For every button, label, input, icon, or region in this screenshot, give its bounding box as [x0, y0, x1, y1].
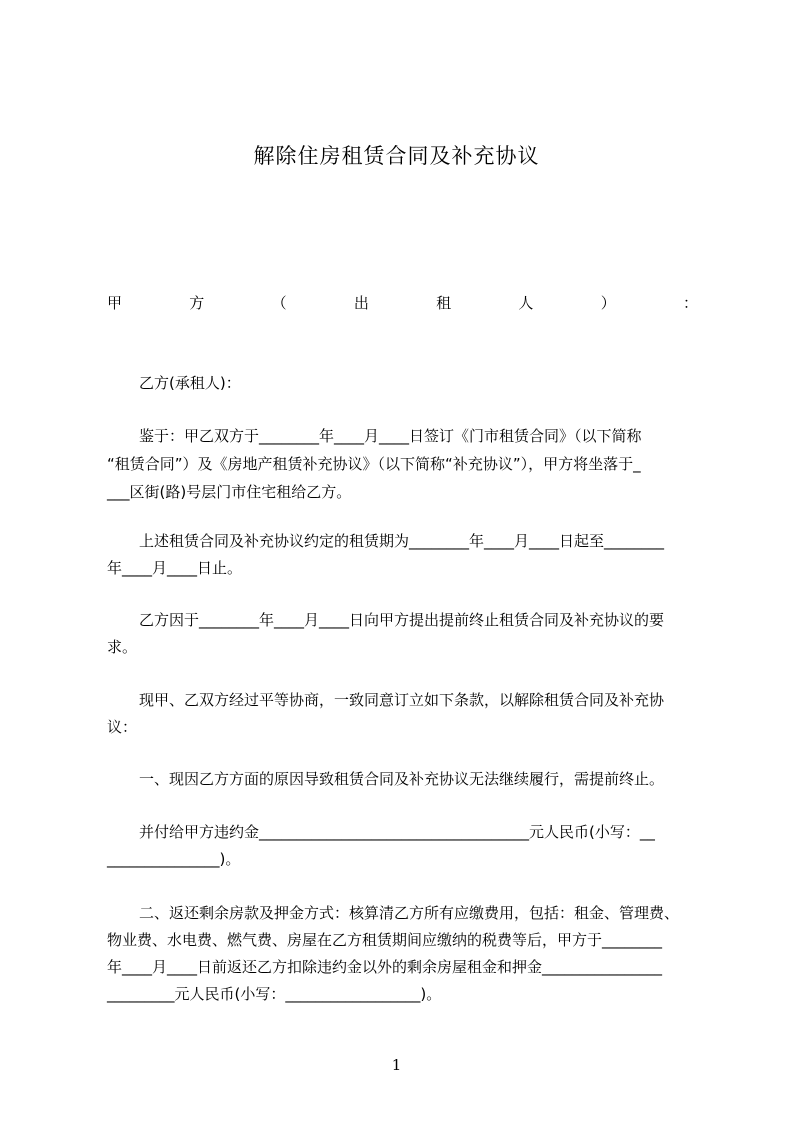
- party-a-char: 甲: [107, 294, 123, 312]
- termination-request-line: 乙方因于________年____月____日向甲方提出提前终止租赁合同及补充协议的要: [139, 611, 665, 629]
- clause-two-line: _________元人民币(小写：__________________)。: [107, 985, 442, 1003]
- clause-two-line: 二、返还剩余房款及押金方式：核算清乙方所有应缴费用，包括：租金、管理费、: [139, 904, 680, 922]
- document-title: 解除住房租赁合同及补充协议: [253, 144, 540, 168]
- recital-line: “租赁合同”）及《房地产租赁补充协议》（以下简称“补充协议”），甲方将坐落于_: [107, 455, 641, 473]
- recital-line: ___区街(路)号层门市住宅租给乙方。: [107, 483, 352, 501]
- clause-one: 一、现因乙方方面的原因导致租赁合同及补充协议无法继续履行，需提前终止。: [139, 770, 665, 788]
- party-a-char: 方: [189, 294, 205, 312]
- clause-two-line: 物业费、水电费、燃气费、房屋在乙方租赁期间应缴纳的税费等后，甲方于________: [107, 931, 663, 949]
- page-number: 1: [391, 1056, 402, 1074]
- penalty-line: 并付给甲方违约金____________________________________元人民币(小写：__: [139, 823, 655, 841]
- party-a-char: ）: [600, 294, 616, 312]
- agreement-line: 议：: [107, 718, 138, 736]
- agreement-line: 现甲、乙双方经过平等协商，一致同意订立如下条款，以解除租赁合同及补充协: [139, 691, 665, 709]
- penalty-line: _______________)。: [107, 850, 241, 868]
- recital-line: 鉴于：甲乙双方于________年____月____日签订《门市租赁合同》（以下简称: [139, 427, 642, 445]
- party-a-line: [107, 292, 698, 314]
- party-a-char: 出: [353, 294, 369, 312]
- termination-request-line: 求。: [107, 638, 138, 656]
- lease-term-line: 年____月____日止。: [107, 559, 243, 577]
- party-a-char: 租: [436, 294, 452, 312]
- party-b-line: 乙方(承租人)：: [139, 374, 241, 392]
- party-a-char: 人: [518, 294, 534, 312]
- party-a-char: （: [271, 294, 287, 312]
- clause-two-line: 年____月____日前返还乙方扣除违约金以外的剩余房屋租金和押金________________: [107, 958, 663, 976]
- party-a-char: ：: [682, 294, 698, 312]
- lease-term-line: 上述租赁合同及补充协议约定的租赁期为________年____月____日起至________: [139, 532, 665, 550]
